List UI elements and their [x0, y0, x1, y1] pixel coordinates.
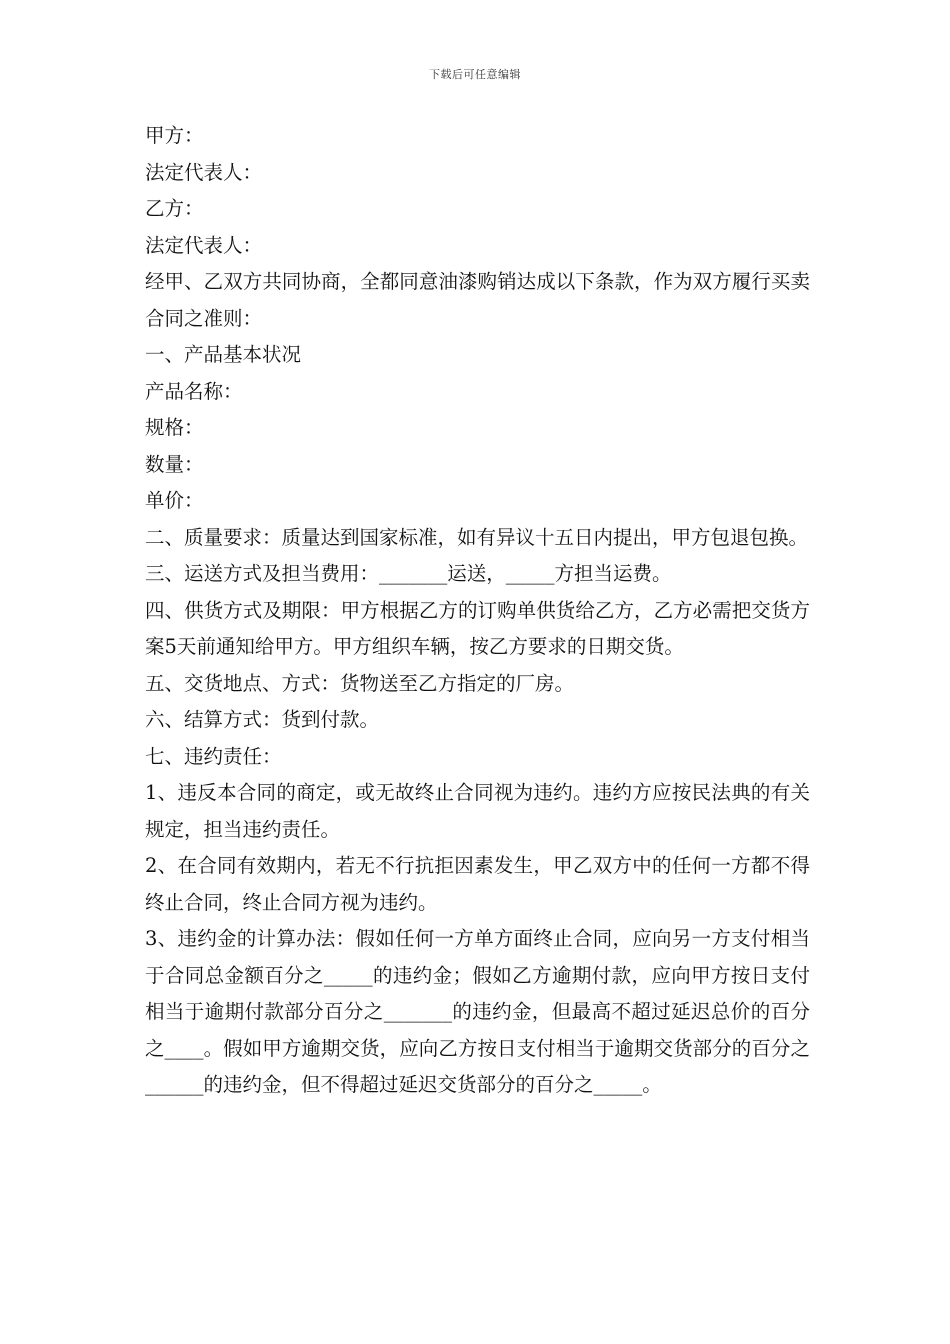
section-heading-product: 一、产品基本状况 — [145, 343, 302, 366]
section-heading-liability: 七、违约责任： — [145, 744, 282, 768]
product-quantity-line: 数量： — [145, 452, 204, 476]
party-b-representative-line: 法定代表人： — [145, 233, 263, 257]
page-header: 下载后可任意编辑 — [429, 68, 521, 81]
transport-clause: 三、运送方式及担当费用：_______运送，_____方担当运费。 — [145, 562, 672, 585]
preamble-paragraph: 经甲、乙双方共同协商，全都同意油漆购销达成以下条款，作为双方履行买卖合同之准则： — [145, 270, 810, 330]
product-price-line: 单价： — [145, 489, 204, 512]
document-body — [145, 118, 810, 1104]
quality-clause: 二、质量要求：质量达到国家标准，如有异议十五日内提出，甲方包退包换。 — [145, 525, 809, 549]
product-name-line: 产品名称： — [145, 379, 243, 403]
liability-item-2: 2、在合同有效期内，若无不行抗拒因素发生，甲乙双方中的任何一方都不得终止合同，终止合同方视为违约。 — [145, 854, 810, 914]
supply-clause: 四、供货方式及期限：甲方根据乙方的订购单供货给乙方，乙方必需把交货方案5天前通知给甲方。甲方组织车辆，按乙方要求的日期交货。 — [145, 598, 810, 658]
party-a-line: 甲方： — [145, 124, 204, 147]
settlement-clause: 六、结算方式：货到付款。 — [145, 708, 380, 731]
party-a-representative-line: 法定代表人： — [145, 160, 263, 184]
liability-item-1: 1、违反本合同的商定，或无故终止合同视为违约。违约方应按民法典的有关规定，担当违约责任。 — [145, 781, 810, 841]
delivery-clause: 五、交货地点、方式：货物送至乙方指定的厂房。 — [145, 671, 575, 695]
party-b-line: 乙方： — [145, 197, 204, 220]
product-spec-line: 规格： — [145, 416, 204, 439]
liability-item-3: 3、违约金的计算办法：假如任何一方单方面终止合同，应向另一方支付相当于合同总金额百分之_____的违约金；假如乙方逾期付款，应向甲方按日支付相当于逾期付款部分百分之_______的违约金，但最高不超过延迟总价的百分之____。假如甲方逾期交货，应向乙方按日支付相当于逾期交货部分的百分之______的违约金，但不得超过延迟交货部分的百分之_____。 — [145, 927, 810, 1096]
